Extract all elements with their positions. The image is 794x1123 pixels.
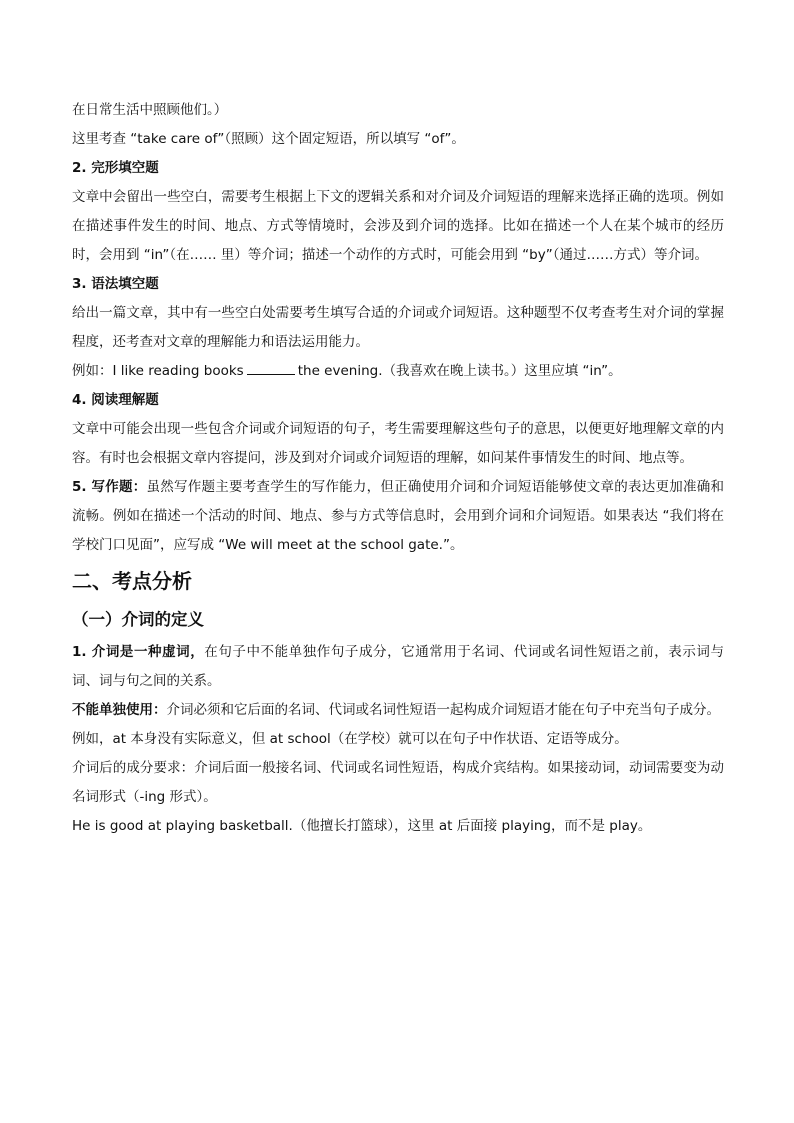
item-heading-grammar-fill: 3. 语法填空题 <box>72 276 159 292</box>
document-page <box>72 96 724 841</box>
paragraph-reading: 文章中可能会出现一些包含介词或介词短语的句子，考生需要理解这些句子的意思，以便更好地理解文章的内容。有时也会根据文章内容提问，涉及到对介词或介词短语的理解，如问某件事情发生的时间、地点等。 <box>72 421 724 466</box>
fill-blank <box>247 362 295 375</box>
requirement-paragraph: 介词后的成分要求：介词后面一般接名词、代词或名词性短语，构成介宾结构。如果接动词，动词需要变为动名词形式（-ing 形式）。 <box>72 760 724 805</box>
usage-lead: 不能单独使用： <box>72 702 167 718</box>
section-title: 二、考点分析 <box>72 569 192 593</box>
example-text-b: the evening.（我喜欢在晚上读书。）这里应填 “in”。 <box>297 363 622 379</box>
text-line: 这里考查 “take care of”（照顾）这个固定短语，所以填写 “of”。 <box>72 131 465 147</box>
usage-paragraph <box>72 696 724 725</box>
definition-body: 在句子中不能单独作句子成分，它通常用于名词、代词或名词性短语之前，表示词与词、词与句之间的关系。 <box>72 644 724 689</box>
item-heading-cloze: 2. 完形填空题 <box>72 160 159 176</box>
definition-paragraph <box>72 638 724 696</box>
item-heading-reading: 4. 阅读理解题 <box>72 392 159 408</box>
example-sentence: He is good at playing basketball.（他擅长打篮球），这里 at 后面接 playing，而不是 play。 <box>72 818 652 834</box>
text-line: 在日常生活中照顾他们。） <box>72 102 228 118</box>
subsection-title: （一）介词的定义 <box>72 610 204 629</box>
example-line <box>72 357 724 386</box>
item-heading-writing: 5. 写作题： <box>72 479 147 495</box>
paragraph-grammar-fill: 给出一篇文章，其中有一些空白处需要考生填写合适的介词或介词短语。这种题型不仅考查考生对介词的掌握程度，还考查对文章的理解能力和语法运用能力。 <box>72 305 724 350</box>
paragraph-writing <box>72 473 724 560</box>
paragraph-writing-body: 虽然写作题主要考查学生的写作能力，但正确使用介词和介词短语能够使文章的表达更加准确和流畅。例如在描述一个活动的时间、地点、参与方式等信息时，会用到介词和介词短语。如果表达 “我们将在学校门口见面”，应写成 “We will meet at the school gate.”。 <box>72 479 725 553</box>
example-text-a: 例如：I like reading books <box>72 363 244 379</box>
example-paragraph: 例如，at 本身没有实际意义，但 at school（在学校）就可以在句子中作状语、定语等成分。 <box>72 731 628 747</box>
paragraph-cloze: 文章中会留出一些空白，需要考生根据上下文的逻辑关系和对介词及介词短语的理解来选择正确的选项。例如在描述事件发生的时间、地点、方式等情境时，会涉及到介词的选择。比如在描述一个人在某个城市的经历时，会用到 “in”（在…… 里）等介词；描述一个动作的方式时，可能会用到 “by”（通过……方式）等介词。 <box>72 189 724 263</box>
definition-lead: 1. 介词是一种虚词， <box>72 644 205 660</box>
usage-body: 介词必须和它后面的名词、代词或名词性短语一起构成介词短语才能在句子中充当句子成分。 <box>166 702 720 718</box>
